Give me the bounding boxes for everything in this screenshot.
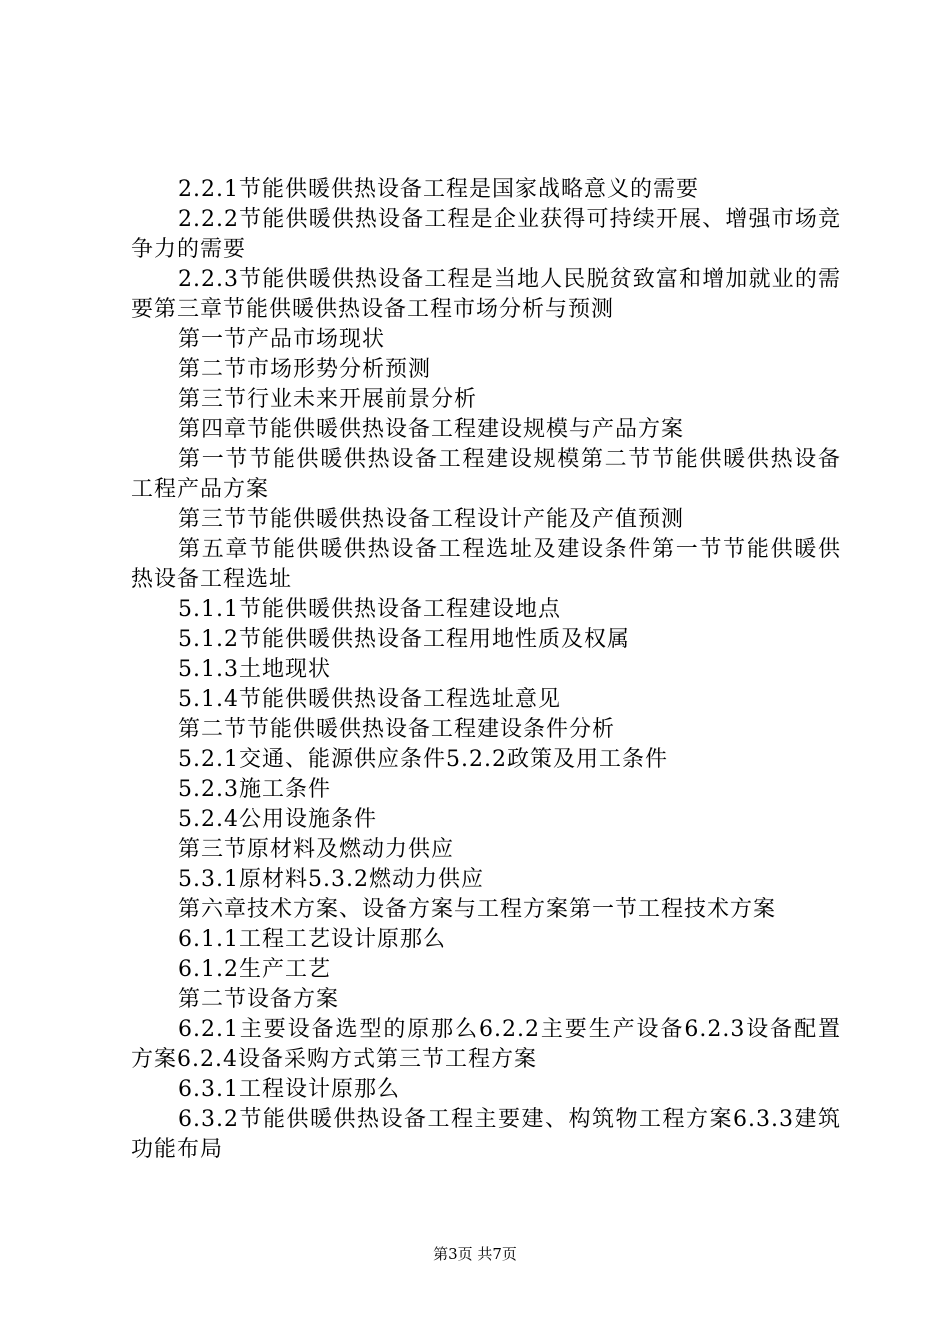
paragraph: 第一节节能供暖供热设备工程建设规模第二节节能供暖供热设备工程产品方案 — [131, 447, 841, 502]
paragraph: 第四章节能供暖供热设备工程建设规模与产品方案 — [178, 417, 685, 442]
paragraph: 6.3.1工程设计原那么 — [178, 1077, 400, 1102]
paragraph: 第三节节能供暖供热设备工程设计产能及产值预测 — [178, 507, 685, 532]
paragraph: 2.2.1节能供暖供热设备工程是国家战略意义的需要 — [178, 177, 699, 202]
paragraph: 6.2.1主要设备选型的原那么6.2.2主要生产设备6.2.3设备配置方案6.2.4设备采购方式第三节工程方案 — [131, 1017, 841, 1072]
paragraph: 5.2.3施工条件 — [178, 777, 331, 802]
paragraph: 2.2.2节能供暖供热设备工程是企业获得可持续开展、增强市场竞争力的需要 — [131, 207, 841, 262]
paragraph: 第二节节能供暖供热设备工程建设条件分析 — [178, 717, 616, 742]
paragraph: 5.1.1节能供暖供热设备工程建设地点 — [178, 597, 561, 622]
paragraph: 第一节产品市场现状 — [178, 327, 386, 352]
paragraph: 6.1.1工程工艺设计原那么 — [178, 927, 446, 952]
paragraph: 第二节市场形势分析预测 — [178, 357, 432, 382]
paragraph: 第五章节能供暖供热设备工程选址及建设条件第一节节能供暖供热设备工程选址 — [131, 537, 841, 592]
paragraph: 6.1.2生产工艺 — [178, 957, 331, 982]
paragraph: 第三节原材料及燃动力供应 — [178, 837, 455, 862]
paragraph: 第六章技术方案、设备方案与工程方案第一节工程技术方案 — [178, 897, 777, 922]
page-footer — [0, 1244, 950, 1264]
paragraph: 5.1.3土地现状 — [178, 657, 331, 682]
paragraph: 5.2.1交通、能源供应条件5.2.2政策及用工条件 — [178, 747, 668, 772]
paragraph: 5.2.4公用设施条件 — [178, 807, 377, 832]
paragraph: 5.1.4节能供暖供热设备工程选址意见 — [178, 687, 561, 712]
paragraph: 2.2.3节能供暖供热设备工程是当地人民脱贫致富和增加就业的需要第三章节能供暖供热设备工程市场分析与预测 — [131, 267, 841, 322]
page-number-label: 第3页 共7页 — [433, 1245, 517, 1263]
document-body — [131, 175, 841, 1165]
paragraph: 第二节设备方案 — [178, 987, 340, 1012]
paragraph: 5.3.1原材料5.3.2燃动力供应 — [178, 867, 484, 892]
paragraph: 5.1.2节能供暖供热设备工程用地性质及权属 — [178, 627, 630, 652]
paragraph: 6.3.2节能供暖供热设备工程主要建、构筑物工程方案6.3.3建筑功能布局 — [131, 1107, 841, 1162]
paragraph: 第三节行业未来开展前景分析 — [178, 387, 478, 412]
